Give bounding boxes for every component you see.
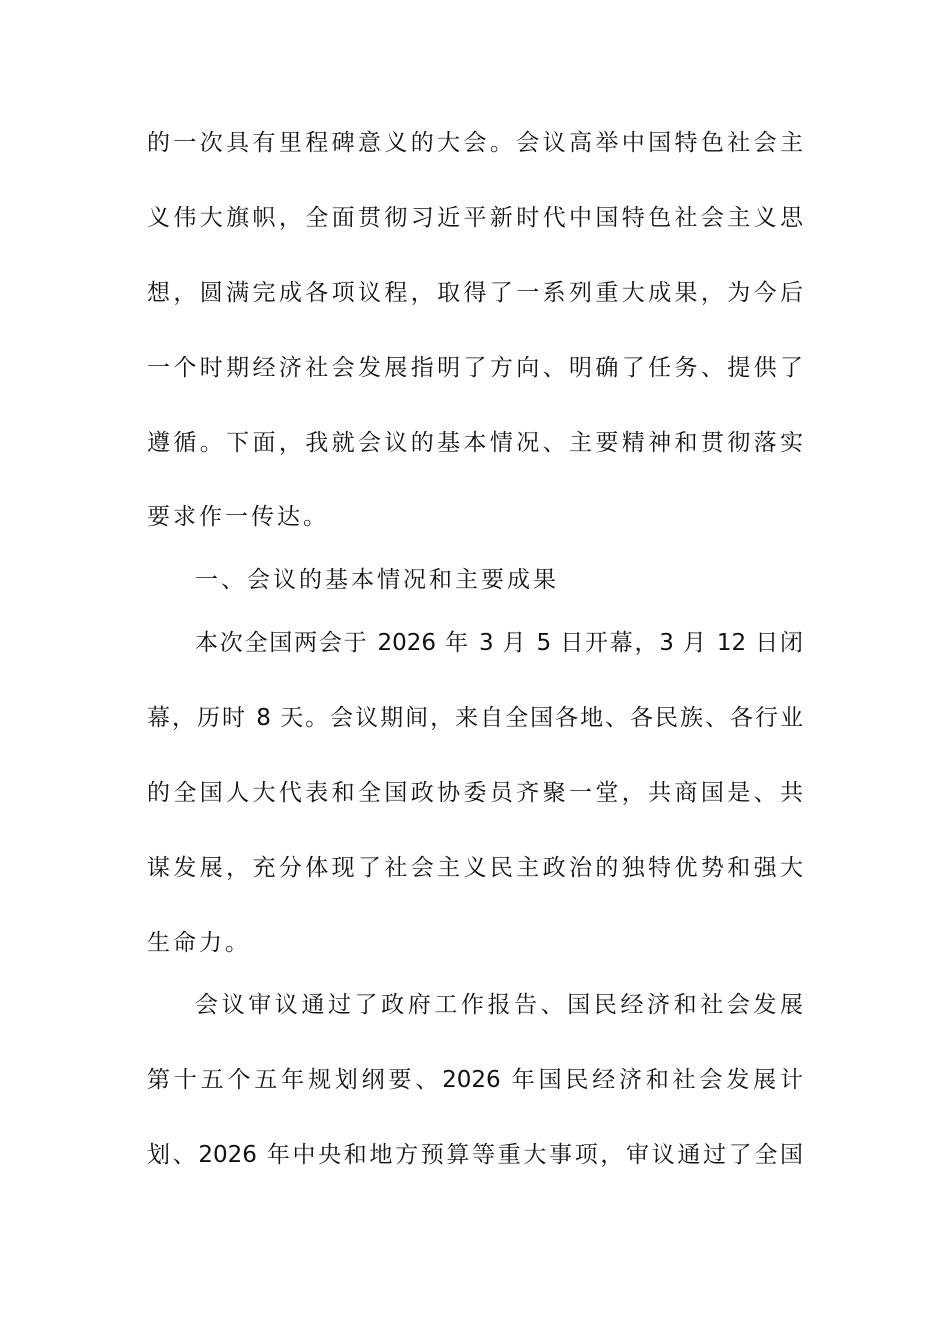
body-text-line: 遵循。下面，我就会议的基本情况、主要精神和贯彻落实	[147, 430, 803, 456]
body-text-line: 的全国人大代表和全国政协委员齐聚一堂，共商国是、共	[147, 780, 803, 806]
body-text-line: 要求作一传达。	[147, 504, 329, 530]
body-text-line: 幕，历时 8 天。会议期间，来自全国各地、各民族、各行业	[147, 705, 803, 731]
body-text-line: 生命力。	[147, 930, 251, 956]
section-heading: 一、会议的基本情况和主要成果	[195, 567, 559, 593]
body-text-line: 划、2026 年中央和地方预算等重大事项，审议通过了全国	[147, 1142, 803, 1168]
body-text-line: 义伟大旗帜，全面贯彻习近平新时代中国特色社会主义思	[147, 205, 803, 231]
body-text-line: 想，圆满完成各项议程，取得了一系列重大成果，为今后	[147, 280, 803, 306]
body-text-line: 会议审议通过了政府工作报告、国民经济和社会发展	[195, 992, 803, 1018]
body-text-line: 谋发展，充分体现了社会主义民主政治的独特优势和强大	[147, 855, 803, 881]
body-text-line: 一个时期经济社会发展指明了方向、明确了任务、提供了	[147, 355, 803, 381]
body-text-line: 本次全国两会于 2026 年 3 月 5 日开幕，3 月 12 日闭	[195, 630, 803, 656]
body-text-line: 第十五个五年规划纲要、2026 年国民经济和社会发展计	[147, 1067, 803, 1093]
body-text-line: 的一次具有里程碑意义的大会。会议高举中国特色社会主	[147, 130, 803, 156]
